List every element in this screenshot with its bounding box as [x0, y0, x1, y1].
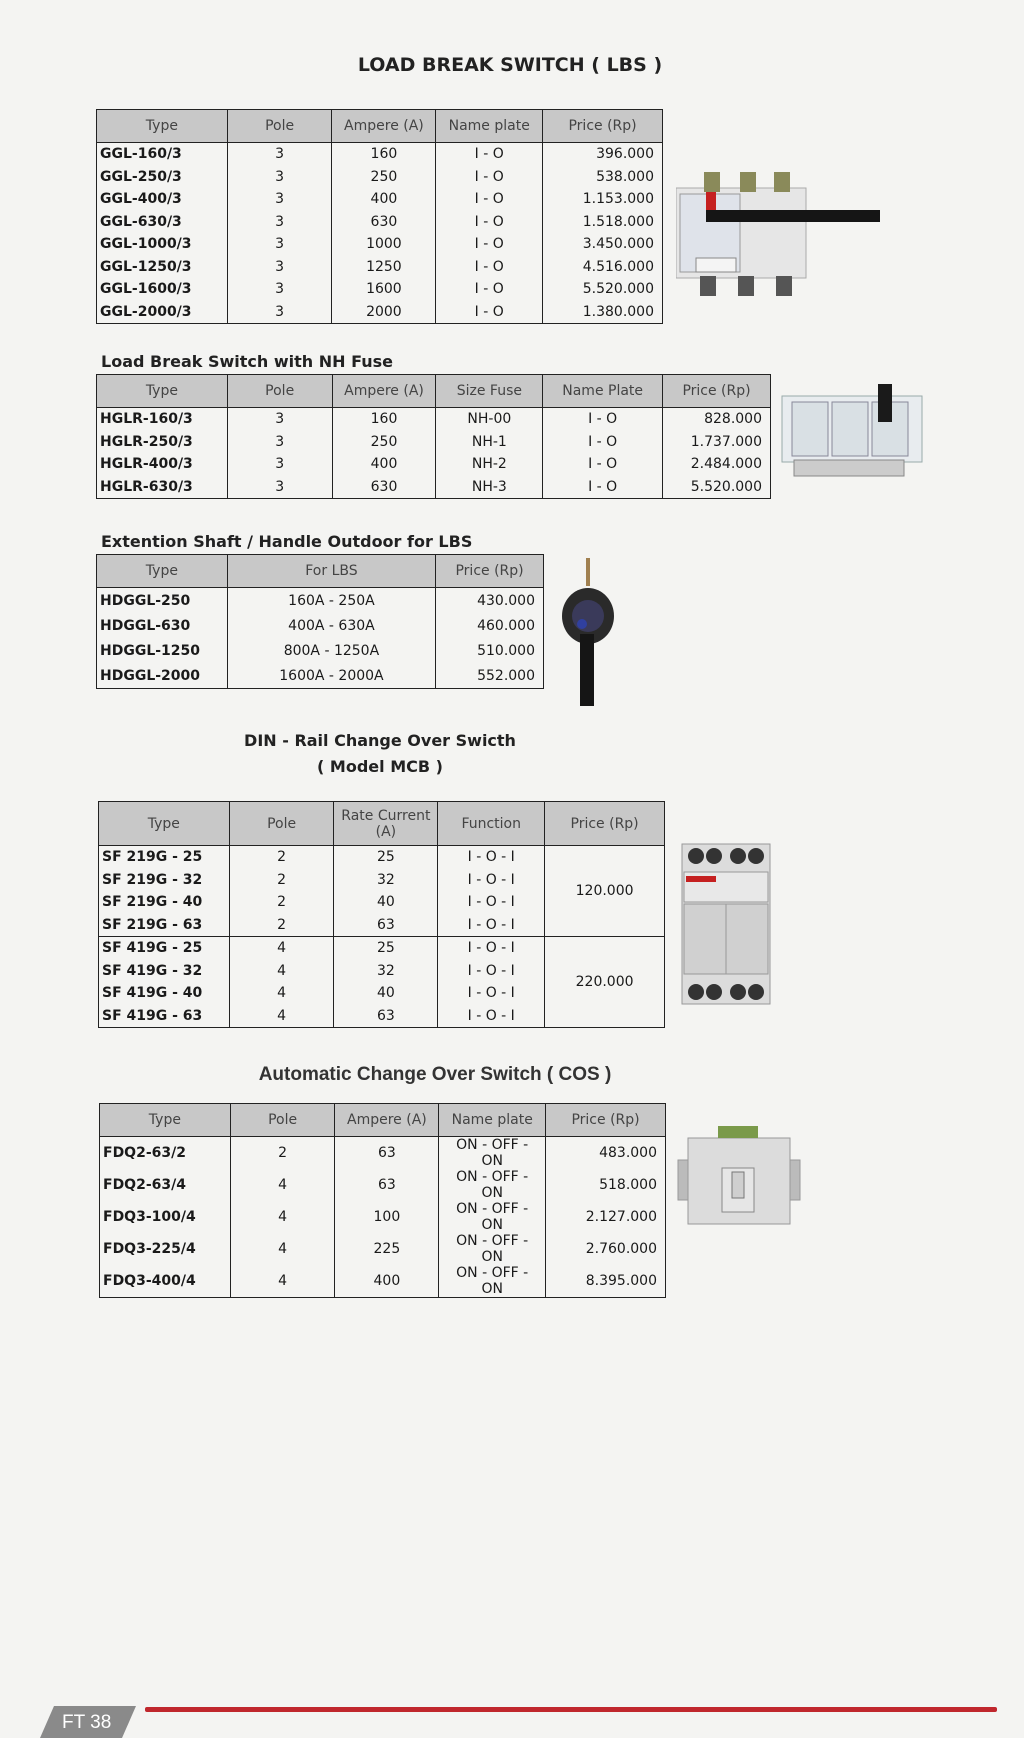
- table-cell: 2: [229, 846, 334, 869]
- table-cell: 400: [332, 453, 436, 476]
- table-cell: 3: [227, 233, 332, 256]
- table-cell: 63: [334, 914, 438, 937]
- table-cell: 4: [229, 937, 334, 960]
- table-row: [97, 211, 663, 234]
- table-cell: ON - OFF - ON: [439, 1233, 546, 1265]
- table-cell: 4: [230, 1265, 335, 1298]
- table-cell: 3: [227, 166, 332, 189]
- table-cell: I - O: [436, 278, 543, 301]
- table-cell: 25: [334, 937, 438, 960]
- cos-table: [99, 1103, 666, 1298]
- table-cell: GGL-400/3: [97, 188, 228, 211]
- table-cell: GGL-160/3: [97, 143, 228, 166]
- column-header: Price (Rp): [545, 802, 665, 846]
- table-cell: 510.000: [436, 638, 544, 663]
- table-cell: 2: [230, 1137, 335, 1170]
- column-header: Name Plate: [543, 375, 663, 408]
- table-cell: I - O: [436, 211, 543, 234]
- table-cell: I - O - I: [438, 1005, 545, 1028]
- table-row: [97, 256, 663, 279]
- column-header: Type: [97, 375, 228, 408]
- table-cell: 400: [332, 188, 436, 211]
- table-cell: 63: [334, 1005, 438, 1028]
- table-cell: I - O - I: [438, 846, 545, 869]
- table-cell: 800A - 1250A: [227, 638, 435, 663]
- table-cell: 225: [335, 1233, 439, 1265]
- table-cell: I - O - I: [438, 869, 545, 892]
- table-row: [97, 233, 663, 256]
- table-cell: 3: [227, 278, 332, 301]
- table-cell: HDGGL-1250: [97, 638, 228, 663]
- table-row: [97, 143, 663, 166]
- table-cell: I - O: [436, 256, 543, 279]
- table-cell: HGLR-250/3: [97, 431, 228, 454]
- table-cell: 250: [332, 431, 436, 454]
- table-cell: 3: [227, 301, 332, 324]
- table-cell: 160: [332, 143, 436, 166]
- table-cell: 396.000: [543, 143, 663, 166]
- lbs-table: [96, 109, 663, 324]
- table-cell: I - O - I: [438, 937, 545, 960]
- table-cell: 4: [229, 1005, 334, 1028]
- table-cell: 4: [230, 1233, 335, 1265]
- table-cell: 630: [332, 211, 436, 234]
- table-cell: 5.520.000: [543, 278, 663, 301]
- table-cell: SF 419G - 63: [99, 1005, 230, 1028]
- table-row: [97, 166, 663, 189]
- table-cell: 3: [227, 408, 332, 431]
- table-cell: 1600: [332, 278, 436, 301]
- table-cell: GGL-1600/3: [97, 278, 228, 301]
- table-row: [97, 188, 663, 211]
- table-cell: 100: [335, 1201, 439, 1233]
- column-header: Price (Rp): [663, 375, 771, 408]
- table-cell: 400A - 630A: [227, 613, 435, 638]
- din-title: DIN - Rail Change Over Swicth: [244, 731, 516, 750]
- shaft-table: [96, 554, 544, 689]
- table-cell: NH-1: [436, 431, 543, 454]
- table-cell: FDQ3-400/4: [100, 1265, 231, 1298]
- table-cell: 2.760.000: [546, 1233, 666, 1265]
- table-cell: GGL-630/3: [97, 211, 228, 234]
- table-cell: 828.000: [663, 408, 771, 431]
- table-cell: SF 419G - 25: [99, 937, 230, 960]
- nh-table: [96, 374, 771, 499]
- table-cell: 1250: [332, 256, 436, 279]
- table-cell: 460.000: [436, 613, 544, 638]
- table-cell: 2: [229, 869, 334, 892]
- table-cell: 2000: [332, 301, 436, 324]
- table-cell: I - O: [436, 233, 543, 256]
- table-cell: 32: [334, 960, 438, 983]
- table-row: [99, 846, 665, 869]
- table-cell: GGL-250/3: [97, 166, 228, 189]
- group-price-cell: 120.000: [545, 846, 665, 937]
- table-cell: SF 419G - 32: [99, 960, 230, 983]
- table-cell: 3: [227, 453, 332, 476]
- table-row: [97, 431, 771, 454]
- column-header: Price (Rp): [546, 1104, 666, 1137]
- table-cell: FDQ2-63/4: [100, 1169, 231, 1201]
- table-cell: NH-2: [436, 453, 543, 476]
- table-cell: 1.737.000: [663, 431, 771, 454]
- table-cell: 2: [229, 914, 334, 937]
- shaft-title: Extention Shaft / Handle Outdoor for LBS: [101, 532, 473, 551]
- table-cell: SF 419G - 40: [99, 982, 230, 1005]
- column-header: Name plate: [439, 1104, 546, 1137]
- column-header: For LBS: [227, 555, 435, 588]
- column-header: Rate Current (A): [334, 802, 438, 846]
- table-cell: HDGGL-630: [97, 613, 228, 638]
- table-cell: NH-3: [436, 476, 543, 499]
- table-cell: HGLR-630/3: [97, 476, 228, 499]
- table-cell: I - O - I: [438, 960, 545, 983]
- table-row: [97, 613, 544, 638]
- table-row: [97, 408, 771, 431]
- table-cell: 4: [229, 960, 334, 983]
- table-row: [97, 663, 544, 689]
- table-cell: HGLR-160/3: [97, 408, 228, 431]
- table-cell: 1000: [332, 233, 436, 256]
- table-cell: 518.000: [546, 1169, 666, 1201]
- column-header: Pole: [227, 110, 332, 143]
- table-cell: 160A - 250A: [227, 588, 435, 614]
- table-cell: 63: [335, 1169, 439, 1201]
- table-cell: I - O - I: [438, 914, 545, 937]
- column-header: Type: [97, 555, 228, 588]
- table-cell: 3: [227, 211, 332, 234]
- table-row: [100, 1233, 666, 1265]
- column-header: Pole: [227, 375, 332, 408]
- table-cell: I - O: [436, 143, 543, 166]
- table-cell: 8.395.000: [546, 1265, 666, 1298]
- column-header: Ampere (A): [335, 1104, 439, 1137]
- table-cell: 1.153.000: [543, 188, 663, 211]
- din-table: [98, 801, 665, 1028]
- table-row: [97, 638, 544, 663]
- table-cell: 3: [227, 431, 332, 454]
- nh-fuse-switch-image: [778, 382, 926, 482]
- shaft-handle-image: [560, 556, 620, 708]
- table-cell: SF 219G - 32: [99, 869, 230, 892]
- table-cell: NH-00: [436, 408, 543, 431]
- column-header: Type: [100, 1104, 231, 1137]
- table-cell: I - O: [436, 166, 543, 189]
- column-header: Ampere (A): [332, 375, 436, 408]
- column-header: Pole: [229, 802, 334, 846]
- table-cell: 2.127.000: [546, 1201, 666, 1233]
- table-cell: 25: [334, 846, 438, 869]
- table-cell: HGLR-400/3: [97, 453, 228, 476]
- table-cell: 1.518.000: [543, 211, 663, 234]
- table-cell: 3.450.000: [543, 233, 663, 256]
- table-cell: ON - OFF - ON: [439, 1137, 546, 1170]
- table-cell: FDQ2-63/2: [100, 1137, 231, 1170]
- column-header: Price (Rp): [543, 110, 663, 143]
- table-cell: ON - OFF - ON: [439, 1201, 546, 1233]
- table-cell: I - O: [543, 476, 663, 499]
- table-cell: 2.484.000: [663, 453, 771, 476]
- column-header: Ampere (A): [332, 110, 436, 143]
- table-cell: 3: [227, 256, 332, 279]
- table-row: [97, 453, 771, 476]
- table-cell: I - O - I: [438, 891, 545, 914]
- table-row: [99, 937, 665, 960]
- table-cell: 40: [334, 891, 438, 914]
- table-row: [97, 588, 544, 614]
- column-header: Price (Rp): [436, 555, 544, 588]
- table-cell: ON - OFF - ON: [439, 1169, 546, 1201]
- table-cell: 3: [227, 476, 332, 499]
- table-cell: 430.000: [436, 588, 544, 614]
- table-cell: GGL-2000/3: [97, 301, 228, 324]
- footer-red-line: [145, 1707, 997, 1712]
- table-cell: 4: [230, 1201, 335, 1233]
- table-cell: ON - OFF - ON: [439, 1265, 546, 1298]
- cos-title: Automatic Change Over Switch ( COS ): [258, 1064, 612, 1085]
- nh-title: Load Break Switch with NH Fuse: [101, 352, 393, 371]
- table-row: [100, 1265, 666, 1298]
- table-cell: I - O: [543, 431, 663, 454]
- table-cell: 4.516.000: [543, 256, 663, 279]
- column-header: Function: [438, 802, 545, 846]
- table-cell: I - O: [543, 408, 663, 431]
- cos-switch-image: [676, 1124, 802, 1228]
- table-cell: 160: [332, 408, 436, 431]
- table-cell: I - O: [436, 188, 543, 211]
- table-cell: 4: [229, 982, 334, 1005]
- lbs-title: LOAD BREAK SWITCH ( LBS ): [357, 54, 663, 76]
- table-cell: 4: [230, 1169, 335, 1201]
- table-cell: 63: [335, 1137, 439, 1170]
- table-row: [97, 278, 663, 301]
- table-cell: I - O: [543, 453, 663, 476]
- table-cell: SF 219G - 25: [99, 846, 230, 869]
- table-cell: 483.000: [546, 1137, 666, 1170]
- table-cell: GGL-1250/3: [97, 256, 228, 279]
- table-cell: 3: [227, 143, 332, 166]
- table-cell: 40: [334, 982, 438, 1005]
- table-row: [100, 1201, 666, 1233]
- table-cell: FDQ3-225/4: [100, 1233, 231, 1265]
- table-cell: 400: [335, 1265, 439, 1298]
- table-cell: 5.520.000: [663, 476, 771, 499]
- table-cell: 3: [227, 188, 332, 211]
- table-cell: HDGGL-250: [97, 588, 228, 614]
- lbs-switch-image: [676, 166, 880, 300]
- din-subtitle: ( Model MCB ): [317, 757, 443, 776]
- table-cell: I - O: [436, 301, 543, 324]
- table-row: [97, 301, 663, 324]
- column-header: Type: [97, 110, 228, 143]
- group-price-cell: 220.000: [545, 937, 665, 1028]
- table-cell: SF 219G - 63: [99, 914, 230, 937]
- table-cell: 630: [332, 476, 436, 499]
- table-cell: 552.000: [436, 663, 544, 689]
- column-header: Pole: [230, 1104, 335, 1137]
- din-switch-image: [680, 842, 772, 1006]
- table-cell: 1600A - 2000A: [227, 663, 435, 689]
- table-row: [97, 476, 771, 499]
- table-cell: 1.380.000: [543, 301, 663, 324]
- table-row: [100, 1137, 666, 1170]
- column-header: Type: [99, 802, 230, 846]
- table-cell: 2: [229, 891, 334, 914]
- table-cell: 538.000: [543, 166, 663, 189]
- footer-page-number: FT 38: [62, 1712, 112, 1733]
- table-cell: FDQ3-100/4: [100, 1201, 231, 1233]
- table-cell: SF 219G - 40: [99, 891, 230, 914]
- table-row: [100, 1169, 666, 1201]
- table-cell: HDGGL-2000: [97, 663, 228, 689]
- table-cell: I - O - I: [438, 982, 545, 1005]
- table-cell: GGL-1000/3: [97, 233, 228, 256]
- table-cell: 250: [332, 166, 436, 189]
- column-header: Name plate: [436, 110, 543, 143]
- table-cell: 32: [334, 869, 438, 892]
- column-header: Size Fuse: [436, 375, 543, 408]
